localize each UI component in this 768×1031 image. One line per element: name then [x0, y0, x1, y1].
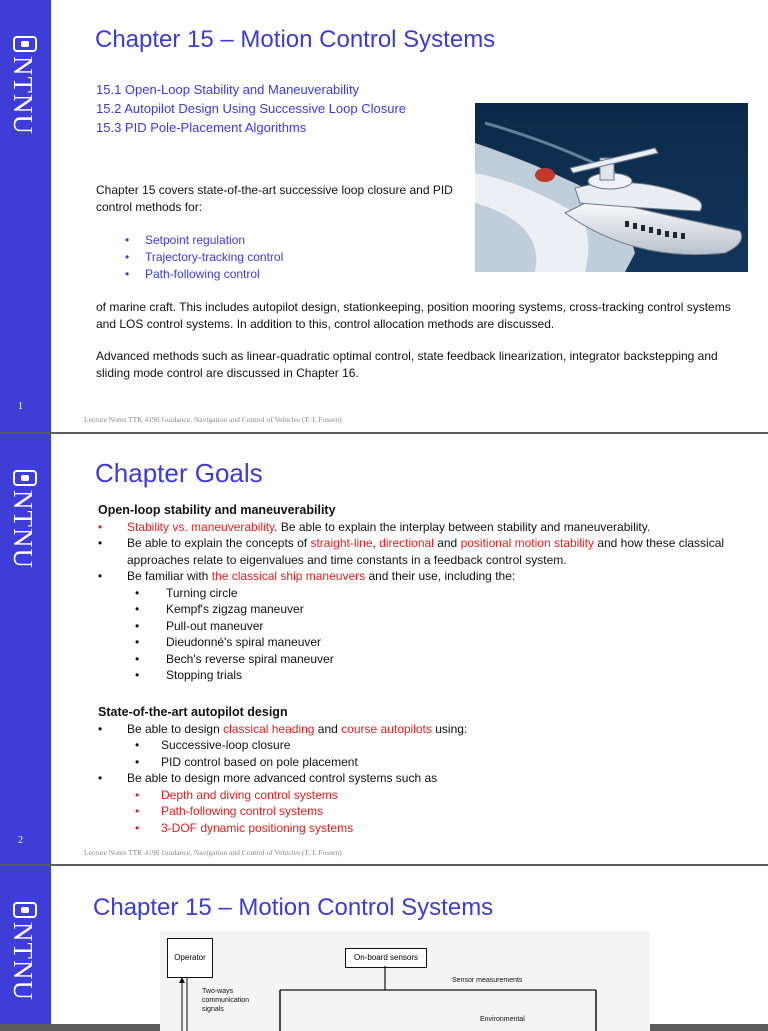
- section-item: 15.1 Open-Loop Stability and Maneuverability: [96, 82, 360, 97]
- goal-item: • Be able to design classical heading and course autopilots using:: [98, 721, 468, 736]
- diagram-lines: [160, 931, 650, 1031]
- slide-title: Chapter Goals: [95, 458, 263, 488]
- section-item: 15.2 Autopilot Design Using Successive Loop Closure: [96, 101, 407, 116]
- list-item: • Path-following control: [125, 266, 425, 283]
- footer: Lecture Notes TTK 4190 Guidance, Navigation and Control of Vehicles (T. I. Fossen): [84, 848, 342, 857]
- ntnu-logo: NTNU: [12, 470, 38, 486]
- goal-item: • Be able to design more advanced control systems such as: [98, 771, 438, 785]
- advanced-item: • Depth and diving control systems: [135, 787, 338, 802]
- list-item: • Setpoint regulation: [125, 232, 425, 249]
- slide-title: Chapter 15 – Motion Control Systems: [93, 894, 494, 921]
- maneuver-item: • Turning circle: [135, 585, 238, 600]
- section-heading: Open-loop stability and maneuverability: [98, 503, 336, 517]
- method-item: • Successive-loop closure: [135, 738, 291, 752]
- maneuver-item: • Kempf's zigzag maneuver: [135, 602, 304, 616]
- goals-section-autopilot: [98, 704, 738, 836]
- paragraph: Advanced methods such as linear-quadratic optimal control, state feedback linearization, integrator backstepping and sliding mode control are discussed in Chapter 16.: [96, 349, 718, 380]
- ntnu-sidebar: [0, 434, 51, 864]
- environmental-label: Environmental: [480, 1016, 525, 1023]
- goal-item: • Stability vs. maneuverability. Be able to explain the interplay between stability and maneuverability.: [98, 519, 651, 534]
- paragraph: of marine craft. This includes autopilot design, stationkeeping, position mooring systems, cross-tracking control systems and LOS control systems. In addition to this, control allocation methods are discussed.: [96, 300, 731, 331]
- maneuver-item: • Stopping trials: [135, 668, 243, 682]
- intro-text: Chapter 15 covers state-of-the-art successive loop closure and PID control methods for:: [96, 183, 453, 214]
- slide-1: [0, 0, 768, 432]
- comm-label: Two-ways communication signals: [202, 988, 250, 1013]
- maneuver-item: • Pull-out maneuver: [135, 618, 264, 633]
- maneuver-item: • Bech's reverse spiral maneuver: [135, 651, 334, 666]
- advanced-item: • 3-DOF dynamic positioning systems: [135, 820, 354, 835]
- sensors-box: On-board sensors: [345, 948, 427, 968]
- slide-2: [0, 434, 768, 864]
- ntnu-sidebar: [0, 0, 51, 432]
- page-number: 1: [18, 401, 23, 412]
- goals-section-stability: [98, 502, 738, 684]
- goal-item: • Be familiar with the classical ship maneuvers and their use, including the:: [98, 569, 516, 583]
- ntnu-sidebar: [0, 866, 51, 1024]
- section-heading: State-of-the-art autopilot design: [98, 705, 288, 719]
- method-list: [125, 232, 425, 283]
- goal-item: • Be able to explain the concepts of straight-line, directional and positional motion stability and how these classical approaches relate to eigenvalues and time constants in a feedback control system.: [98, 536, 725, 567]
- slide-title: Chapter 15 – Motion Control Systems: [95, 26, 496, 53]
- motion-control-diagram: [160, 931, 650, 1031]
- section-list: [96, 80, 406, 137]
- ntnu-logo-icon: [13, 470, 37, 486]
- section-item: 15.3 PID Pole-Placement Algorithms: [96, 120, 307, 135]
- measurements-label: Sensor measurements: [452, 977, 523, 984]
- advanced-item: • Path-following control systems: [135, 804, 324, 818]
- ntnu-logo: NTNU: [12, 36, 38, 52]
- hydrofoil-vessel-image: [475, 103, 748, 272]
- operator-box: Operator: [167, 938, 213, 978]
- method-item: • PID control based on pole placement: [135, 754, 358, 769]
- ntnu-logo-icon: [13, 902, 37, 918]
- page-number: 2: [18, 835, 23, 846]
- list-item: • Trajectory-tracking control: [125, 249, 425, 266]
- footer: Lecture Notes TTK 4190 Guidance, Navigation and Control of Vehicles (T. I. Fossen): [84, 415, 342, 424]
- ntnu-logo: NTNU: [12, 902, 38, 918]
- maneuver-item: • Dieudonné's spiral maneuver: [135, 635, 322, 649]
- ntnu-logo-icon: [13, 36, 37, 52]
